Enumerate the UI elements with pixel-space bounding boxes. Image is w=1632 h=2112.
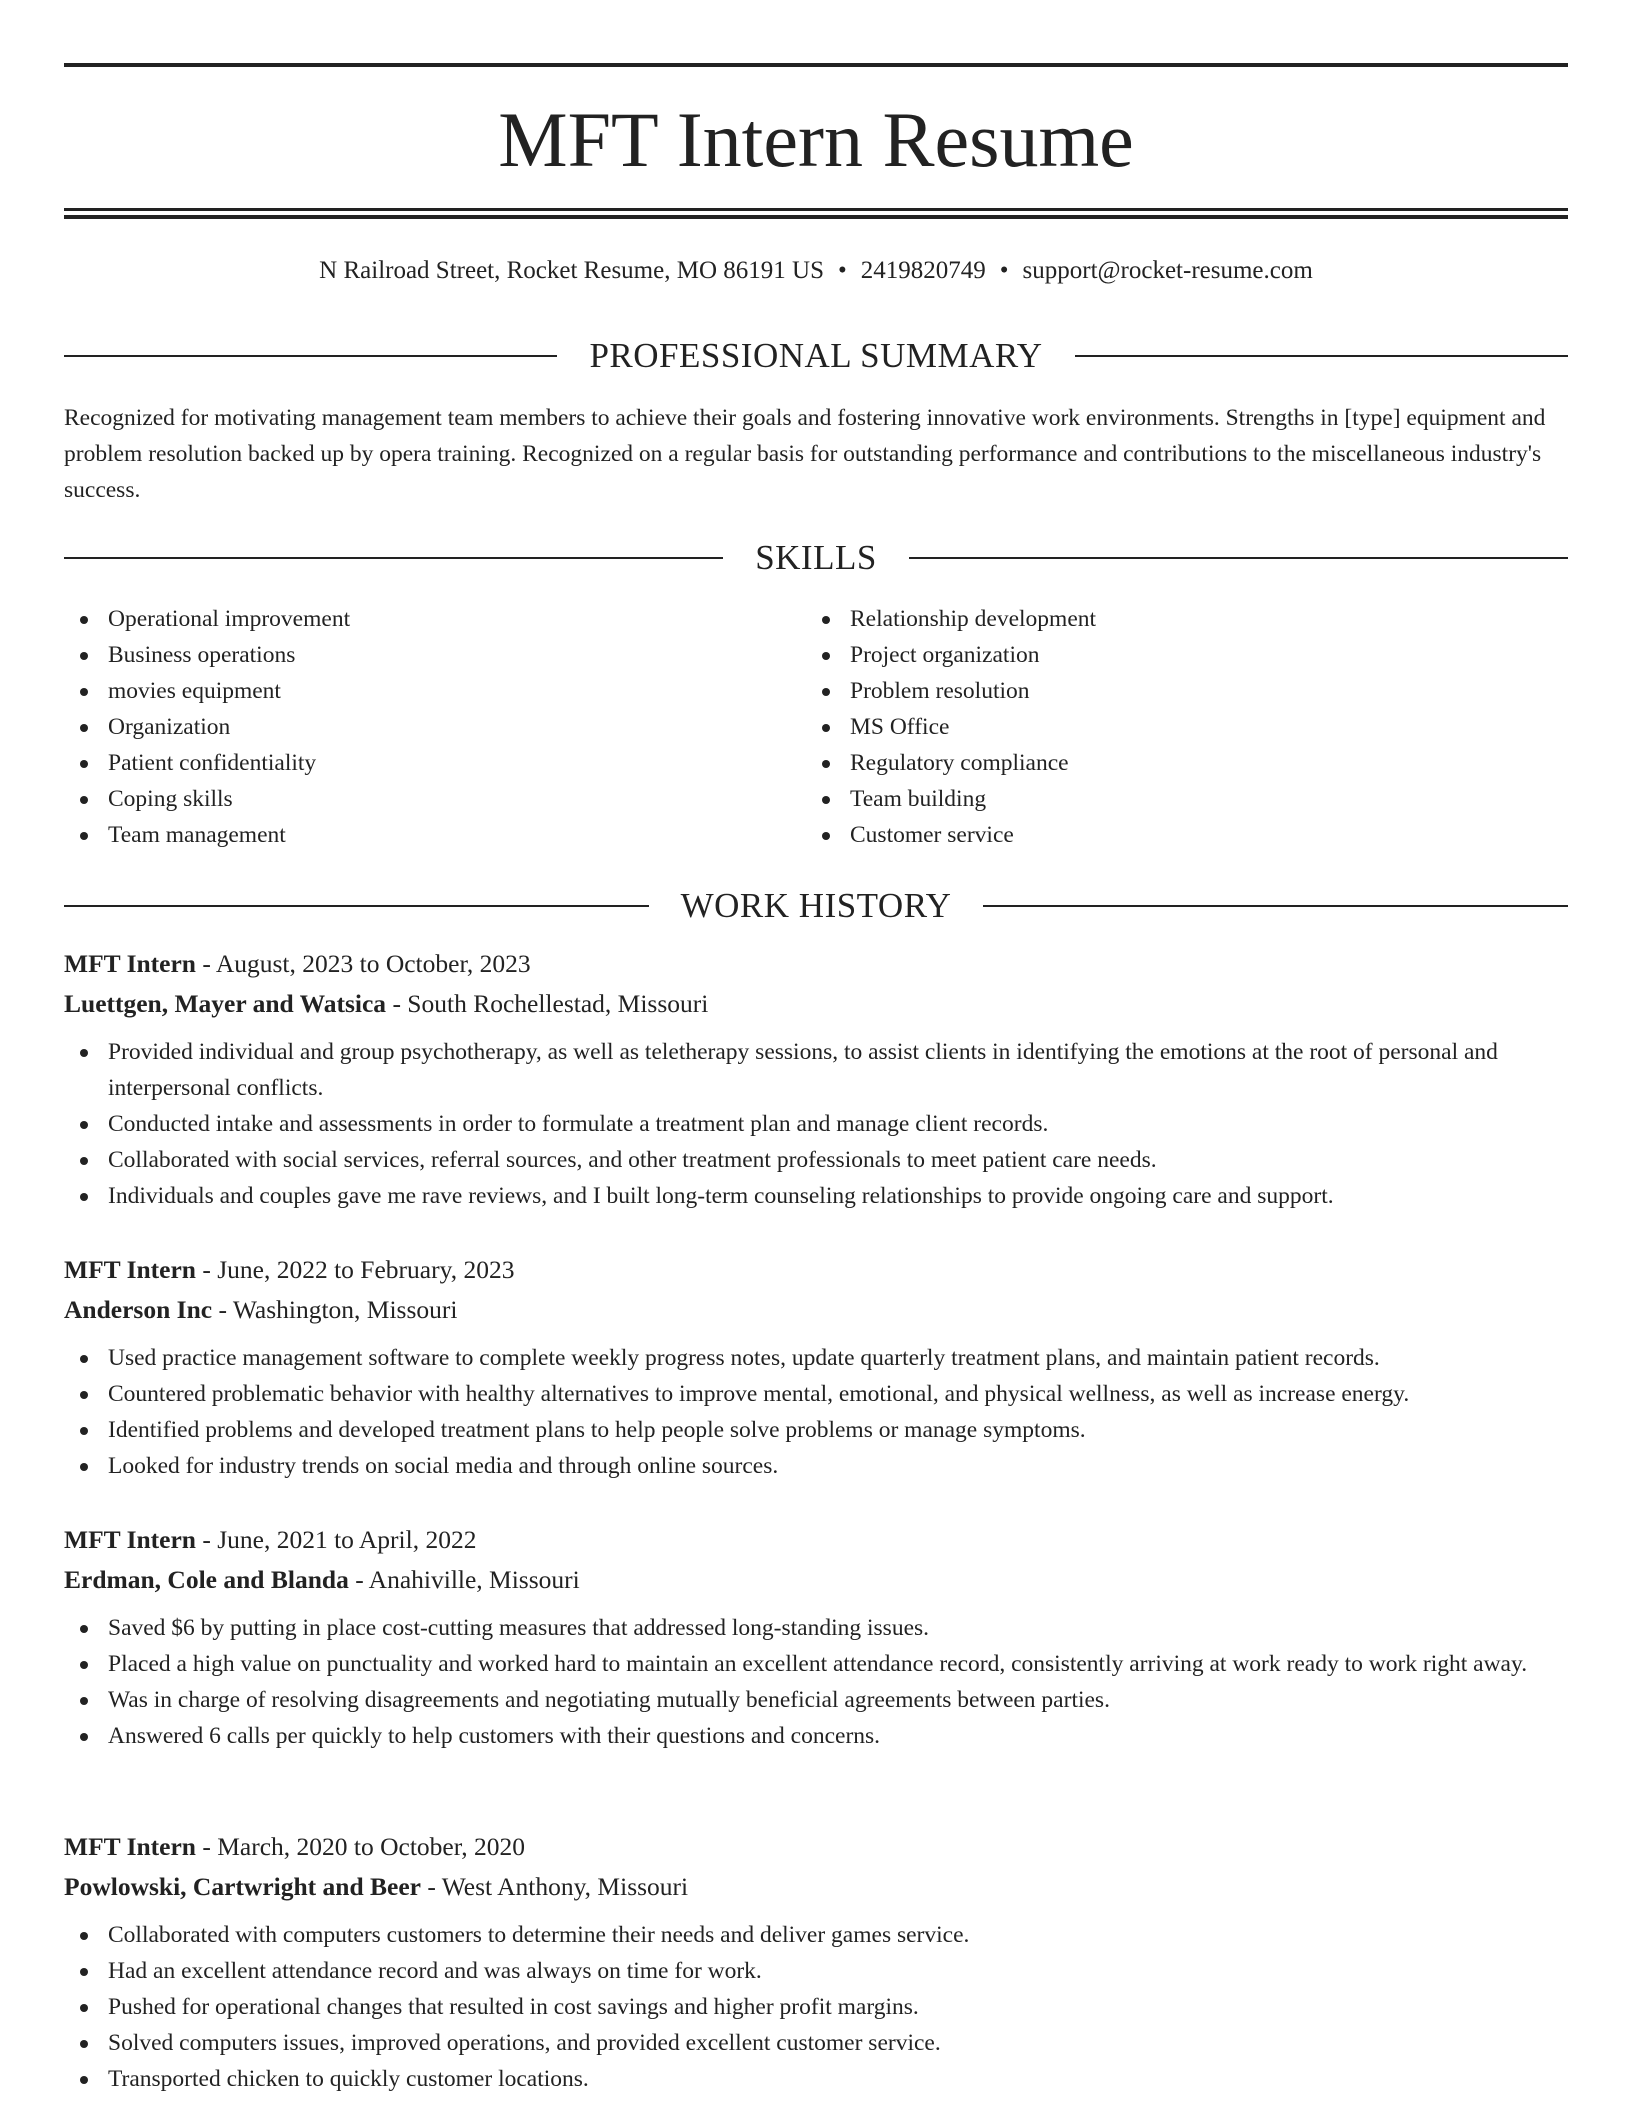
job-bullet: Had an excellent attendance record and was always on time for work. <box>64 1953 1568 1989</box>
heading-rule <box>983 905 1568 907</box>
job-bullet: Collaborated with social services, referral sources, and other treatment professionals to meet patient care needs. <box>64 1142 1568 1178</box>
summary-text: Recognized for motivating management team members to achieve their goals and fostering innovative work environments. Strengths in [type] equipment and problem resolution backed up by opera training. Recognized on a regular basis for outstanding performance and contributions to the miscellaneous industry's success. <box>64 405 1546 503</box>
job-entry <box>64 1250 1568 1484</box>
skill-item: movies equipment <box>64 673 806 709</box>
contact-email: support@rocket-resume.com <box>1022 257 1313 284</box>
contact-separator: • <box>999 257 1009 284</box>
page-title: MFT Intern Resume <box>498 96 1134 183</box>
heading-rule <box>64 557 723 559</box>
skills-column-right <box>806 601 1548 853</box>
job-title: MFT Intern <box>64 1255 196 1284</box>
skill-item: Project organization <box>806 637 1548 673</box>
job-location: - Anahiville, Missouri <box>348 1565 580 1594</box>
job-bullet: Pushed for operational changes that resulted in cost savings and higher profit margins. <box>64 1989 1568 2025</box>
job-bullets <box>64 1034 1568 1214</box>
job-bullet: Solved computers issues, improved operations, and provided excellent customer service. <box>64 2025 1568 2061</box>
skill-item: Problem resolution <box>806 673 1548 709</box>
job-title-line <box>64 944 1568 984</box>
contact-info <box>64 254 1568 288</box>
job-dates: - March, 2020 to October, 2020 <box>195 1832 525 1861</box>
job-company-line <box>64 1560 1568 1600</box>
job-company: Powlowski, Cartwright and Beer <box>64 1872 421 1901</box>
job-title: MFT Intern <box>64 1525 196 1554</box>
job-location: - West Anthony, Missouri <box>420 1872 689 1901</box>
title-rule-lower <box>64 215 1568 219</box>
job-company-line <box>64 1290 1568 1330</box>
skill-item: Team building <box>806 781 1548 817</box>
skill-item: Coping skills <box>64 781 806 817</box>
skills-list <box>64 601 1568 853</box>
job-bullet: Answered 6 calls per quickly to help customers with their questions and concerns. <box>64 1718 1568 1754</box>
skill-item: Relationship development <box>806 601 1548 637</box>
heading-rule <box>64 355 557 357</box>
contact-phone: 2419820749 <box>860 257 986 284</box>
job-bullet: Used practice management software to complete weekly progress notes, update quarterly treatment plans, and maintain patient records. <box>64 1340 1568 1376</box>
job-company: Erdman, Cole and Blanda <box>64 1565 349 1594</box>
section-heading-skills <box>64 536 1568 580</box>
skill-item: Customer service <box>806 817 1548 853</box>
section-title: WORK HISTORY <box>680 886 952 925</box>
job-bullet: Countered problematic behavior with healthy alternatives to improve mental, emotional, and physical wellness, as well as increase energy. <box>64 1376 1568 1412</box>
job-title-line <box>64 1827 1568 1867</box>
job-entry <box>64 1520 1568 1754</box>
skills-column-left <box>64 601 806 853</box>
job-bullet: Was in charge of resolving disagreements and negotiating mutually beneficial agreements between parties. <box>64 1682 1568 1718</box>
job-company: Anderson Inc <box>64 1295 213 1324</box>
job-title-line <box>64 1250 1568 1290</box>
job-company: Luettgen, Mayer and Watsica <box>64 989 387 1018</box>
heading-rule <box>1075 355 1568 357</box>
job-bullet: Collaborated with computers customers to determine their needs and deliver games service. <box>64 1917 1568 1953</box>
job-entry <box>64 1827 1568 2097</box>
job-bullet: Provided individual and group psychotherapy, as well as teletherapy sessions, to assist clients in identifying the emotions at the root of personal and interpersonal conflicts. <box>64 1034 1568 1106</box>
contact-address: N Railroad Street, Rocket Resume, MO 86191 US <box>319 257 824 284</box>
heading-rule <box>909 557 1568 559</box>
job-title: MFT Intern <box>64 949 196 978</box>
job-title: MFT Intern <box>64 1832 196 1861</box>
contact-separator: • <box>837 257 847 284</box>
job-bullet: Individuals and couples gave me rave reviews, and I built long-term counseling relationships to provide ongoing care and support. <box>64 1178 1568 1214</box>
job-bullet: Transported chicken to quickly customer locations. <box>64 2061 1568 2097</box>
title-rule-upper <box>64 208 1568 211</box>
skill-item: MS Office <box>806 709 1548 745</box>
job-bullets <box>64 1340 1568 1484</box>
skill-item: Organization <box>64 709 806 745</box>
job-bullet: Placed a high value on punctuality and worked hard to maintain an excellent attendance record, consistently arriving at work ready to work right away. <box>64 1646 1568 1682</box>
job-location: - South Rochellestad, Missouri <box>386 989 709 1018</box>
section-title: PROFESSIONAL SUMMARY <box>589 336 1043 375</box>
job-entry <box>64 944 1568 1214</box>
job-bullets <box>64 1610 1568 1754</box>
skill-item: Patient confidentiality <box>64 745 806 781</box>
skill-item: Business operations <box>64 637 806 673</box>
job-bullet: Saved $6 by putting in place cost-cutting measures that addressed long-standing issues. <box>64 1610 1568 1646</box>
skill-item: Team management <box>64 817 806 853</box>
job-bullet: Looked for industry trends on social media and through online sources. <box>64 1448 1568 1484</box>
job-bullet: Conducted intake and assessments in order to formulate a treatment plan and manage client records. <box>64 1106 1568 1142</box>
skill-item: Operational improvement <box>64 601 806 637</box>
job-dates: - August, 2023 to October, 2023 <box>195 949 531 978</box>
skill-item: Regulatory compliance <box>806 745 1548 781</box>
heading-rule <box>64 905 649 907</box>
section-heading-summary <box>64 334 1568 378</box>
job-location: - Washington, Missouri <box>212 1295 458 1324</box>
job-bullets <box>64 1917 1568 2097</box>
job-dates: - June, 2021 to April, 2022 <box>195 1525 477 1554</box>
job-company-line <box>64 1867 1568 1907</box>
section-heading-work <box>64 884 1568 928</box>
job-company-line <box>64 984 1568 1024</box>
job-bullet: Identified problems and developed treatment plans to help people solve problems or manage symptoms. <box>64 1412 1568 1448</box>
section-title: SKILLS <box>755 538 877 577</box>
job-title-line <box>64 1520 1568 1560</box>
top-rule <box>64 63 1568 67</box>
job-dates: - June, 2022 to February, 2023 <box>195 1255 515 1284</box>
